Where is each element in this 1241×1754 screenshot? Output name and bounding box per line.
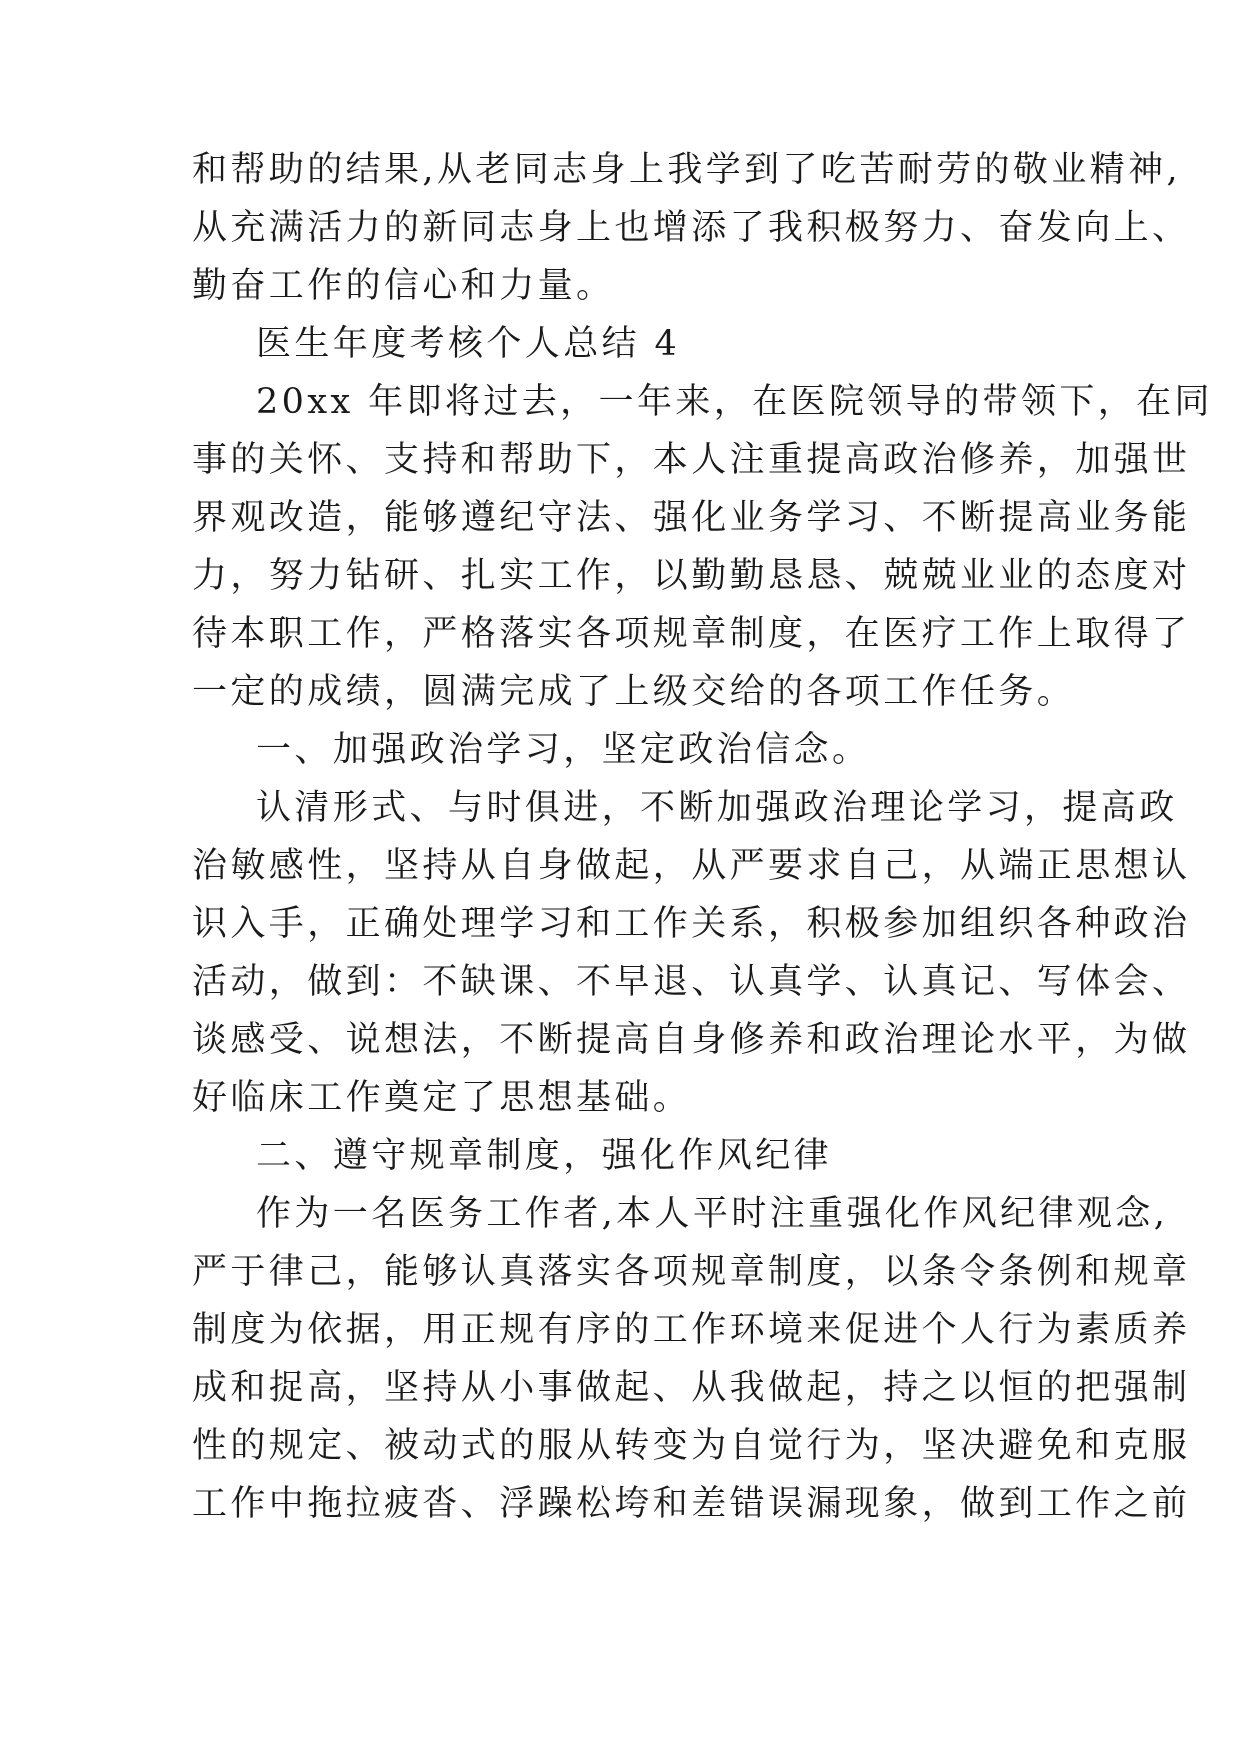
text-line: 工作中拖拉疲沓、浮躁松垮和差错误漏现象，做到工作之前 [192,1484,1191,1524]
text-line: 成和捉高，坚持从小事做起、从我做起，持之以恒的把强制 [192,1368,1191,1408]
text-line: 制度为依据，用正规有序的工作环境来促进个人行为素质养 [192,1310,1191,1350]
text-line: 勤奋工作的信心和力量。 [192,266,615,306]
text-line: 好临床工作奠定了思想基础。 [192,1078,692,1118]
text-line: 治敏感性，坚持从自身做起，从严要求自己，从端正思想认 [192,846,1191,886]
text-line: 作为一名医务工作者,本人平时注重强化作风纪律观念, [256,1194,1169,1234]
text-line: 谈感受、说想法，不断提高自身修养和政治理论水平，为做 [192,1020,1191,1060]
text-line: 力，努力钻研、扎实工作，以勤勤恳恳、兢兢业业的态度对 [192,556,1191,596]
text-line: 20xx 年即将过去，一年来，在医院领导的带领下，在同 [256,382,1213,422]
text-line: 严于律己，能够认真落实各项规章制度，以条令条例和规章 [192,1252,1191,1292]
text-line: 和帮助的结果,从老同志身上我学到了吃苦耐劳的敬业精神, [192,150,1182,190]
text-line: 从充满活力的新同志身上也增添了我积极努力、奋发向上、 [192,208,1191,248]
text-line: 性的规定、被动式的服从转变为自觉行为，坚决避免和克服 [192,1426,1191,1466]
text-line: 活动，做到：不缺课、不早退、认真学、认真记、写体会、 [192,962,1191,1002]
text-line: 界观改造，能够遵纪守法、强化业务学习、不断提高业务能 [192,498,1191,538]
section-heading: 一、加强政治学习，坚定政治信念。 [256,730,871,770]
section-title: 医生年度考核个人总结 4 [256,324,681,364]
text-line: 事的关怀、支持和帮助下，本人注重提高政治修养，加强世 [192,440,1191,480]
text-line: 待本职工作，严格落实各项规章制度，在医疗工作上取得了 [192,614,1191,654]
text-line: 识入手，正确处理学习和工作关系，积极参加组织各种政治 [192,904,1191,944]
text-line: 认清形式、与时俱进，不断加强政治理论学习，提高政 [256,788,1178,828]
section-heading: 二、遵守规章制度，强化作风纪律 [256,1136,833,1176]
text-line: 一定的成绩，圆满完成了上级交给的各项工作任务。 [192,672,1076,712]
